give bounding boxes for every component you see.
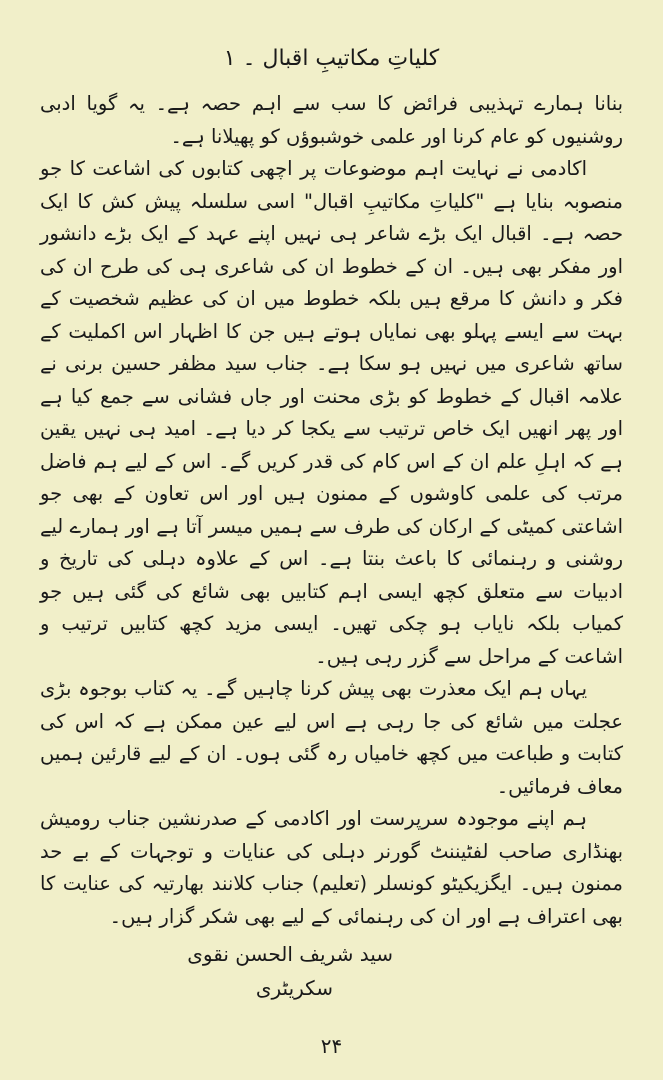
paragraph-3: یہاں ہم ایک معذرت بھی پیش کرنا چاہیں گے۔ یہ کتاب بوجوہ بڑی عجلت میں شائع کی جا رہی ہے اس لیے عین ممکن ہے کہ اس کی کتابت و طباعت میں کچھ خامیاں رہ گئی ہوں۔ ان کے لیے قارئین ہمیں معاف فرمائیں۔ <box>40 677 623 798</box>
signature-block <box>40 937 623 1005</box>
paragraph-1: بنانا ہمارے تہذیبی فرائض کا سب سے اہم حصہ ہے۔ یہ گویا ادبی روشنیوں کو عام کرنا اور علمی خوشبوؤں کو پھیلانا ہے۔ <box>40 92 623 148</box>
paragraph-2: اکادمی نے نہایت اہم موضوعات پر اچھی کتابوں کی اشاعت کا جو منصوبہ بنایا ہے "کلیاتِ مکاتیبِ اقبال" اسی سلسلہ پیش کش کا ایک حصہ ہے۔ اقبال ایک بڑے شاعر ہی نہیں اپنے عہد کے ایک بڑے دانشور اور مفکر بھی ہیں۔ ان کے خطوط ان کی شاعری ہی کی طرح ان کی فکر و دانش کا مرقع ہیں بلکہ خطوط میں ان کی عظیم شخصیت کے بہت سے ایسے پہلو بھی نمایاں ہوتے ہیں جن کا اظہار اس اکملیت کے ساتھ شاعری میں نہیں ہو سکا ہے۔ جناب سید مظفر حسین برنی نے علامہ اقبال کے خطوط کو بڑی محنت اور جاں فشانی سے جمع کیا ہے اور پھر انھیں ایک خاص ترتیب سے یکجا کر دیا ہے۔ امید ہی نہیں یقین ہے کہ اہلِ علم ان کے اس کام کی قدر کریں گے۔ اس کے لیے ہم فاضل مرتب کی علمی کاوشوں کے ممنون ہیں اور اس تعاون کے بھی جو اشاعتی کمیٹی کے ارکان کی طرف سے ہمیں میسر آتا ہے اور ہمارے لیے روشنی و رہنمائی کا باعث بنتا ہے۔ اس کے علاوہ دہلی کی تاریخ و ادبیات سے متعلق کچھ ایسی اہم کتابیں بھی شائع کی گئی ہیں جو کمیاب بلکہ نایاب ہو چکی تھیں۔ ایسی مزید کچھ کتابیں ترتیب و اشاعت کے مراحل سے گزر رہی ہیں۔ <box>40 157 623 668</box>
running-header: کلیاتِ مکاتیبِ اقبال ۔ ۱ <box>223 46 440 71</box>
page-number: ۲۴ <box>320 1034 343 1058</box>
signature-title: سکریٹری <box>255 976 333 1000</box>
body-text <box>40 88 623 933</box>
paragraph-4: ہم اپنے موجودہ سرپرست اور اکادمی کے صدرنشین جناب رومیش بھنڈاری صاحب لفٹیننٹ گورنر دہلی کی عنایات و توجہات کے بے حد ممنون ہیں۔ ایگزیکیٹو کونسلر (تعلیم) جناب کلانند بھارتیہ کی عنایت کا بھی اعتراف ہے اور ان کی رہنمائی کے لیے بھی شکر گزار ہیں۔ <box>40 807 623 928</box>
signature-name: سید شریف الحسن نقوی <box>187 942 393 966</box>
